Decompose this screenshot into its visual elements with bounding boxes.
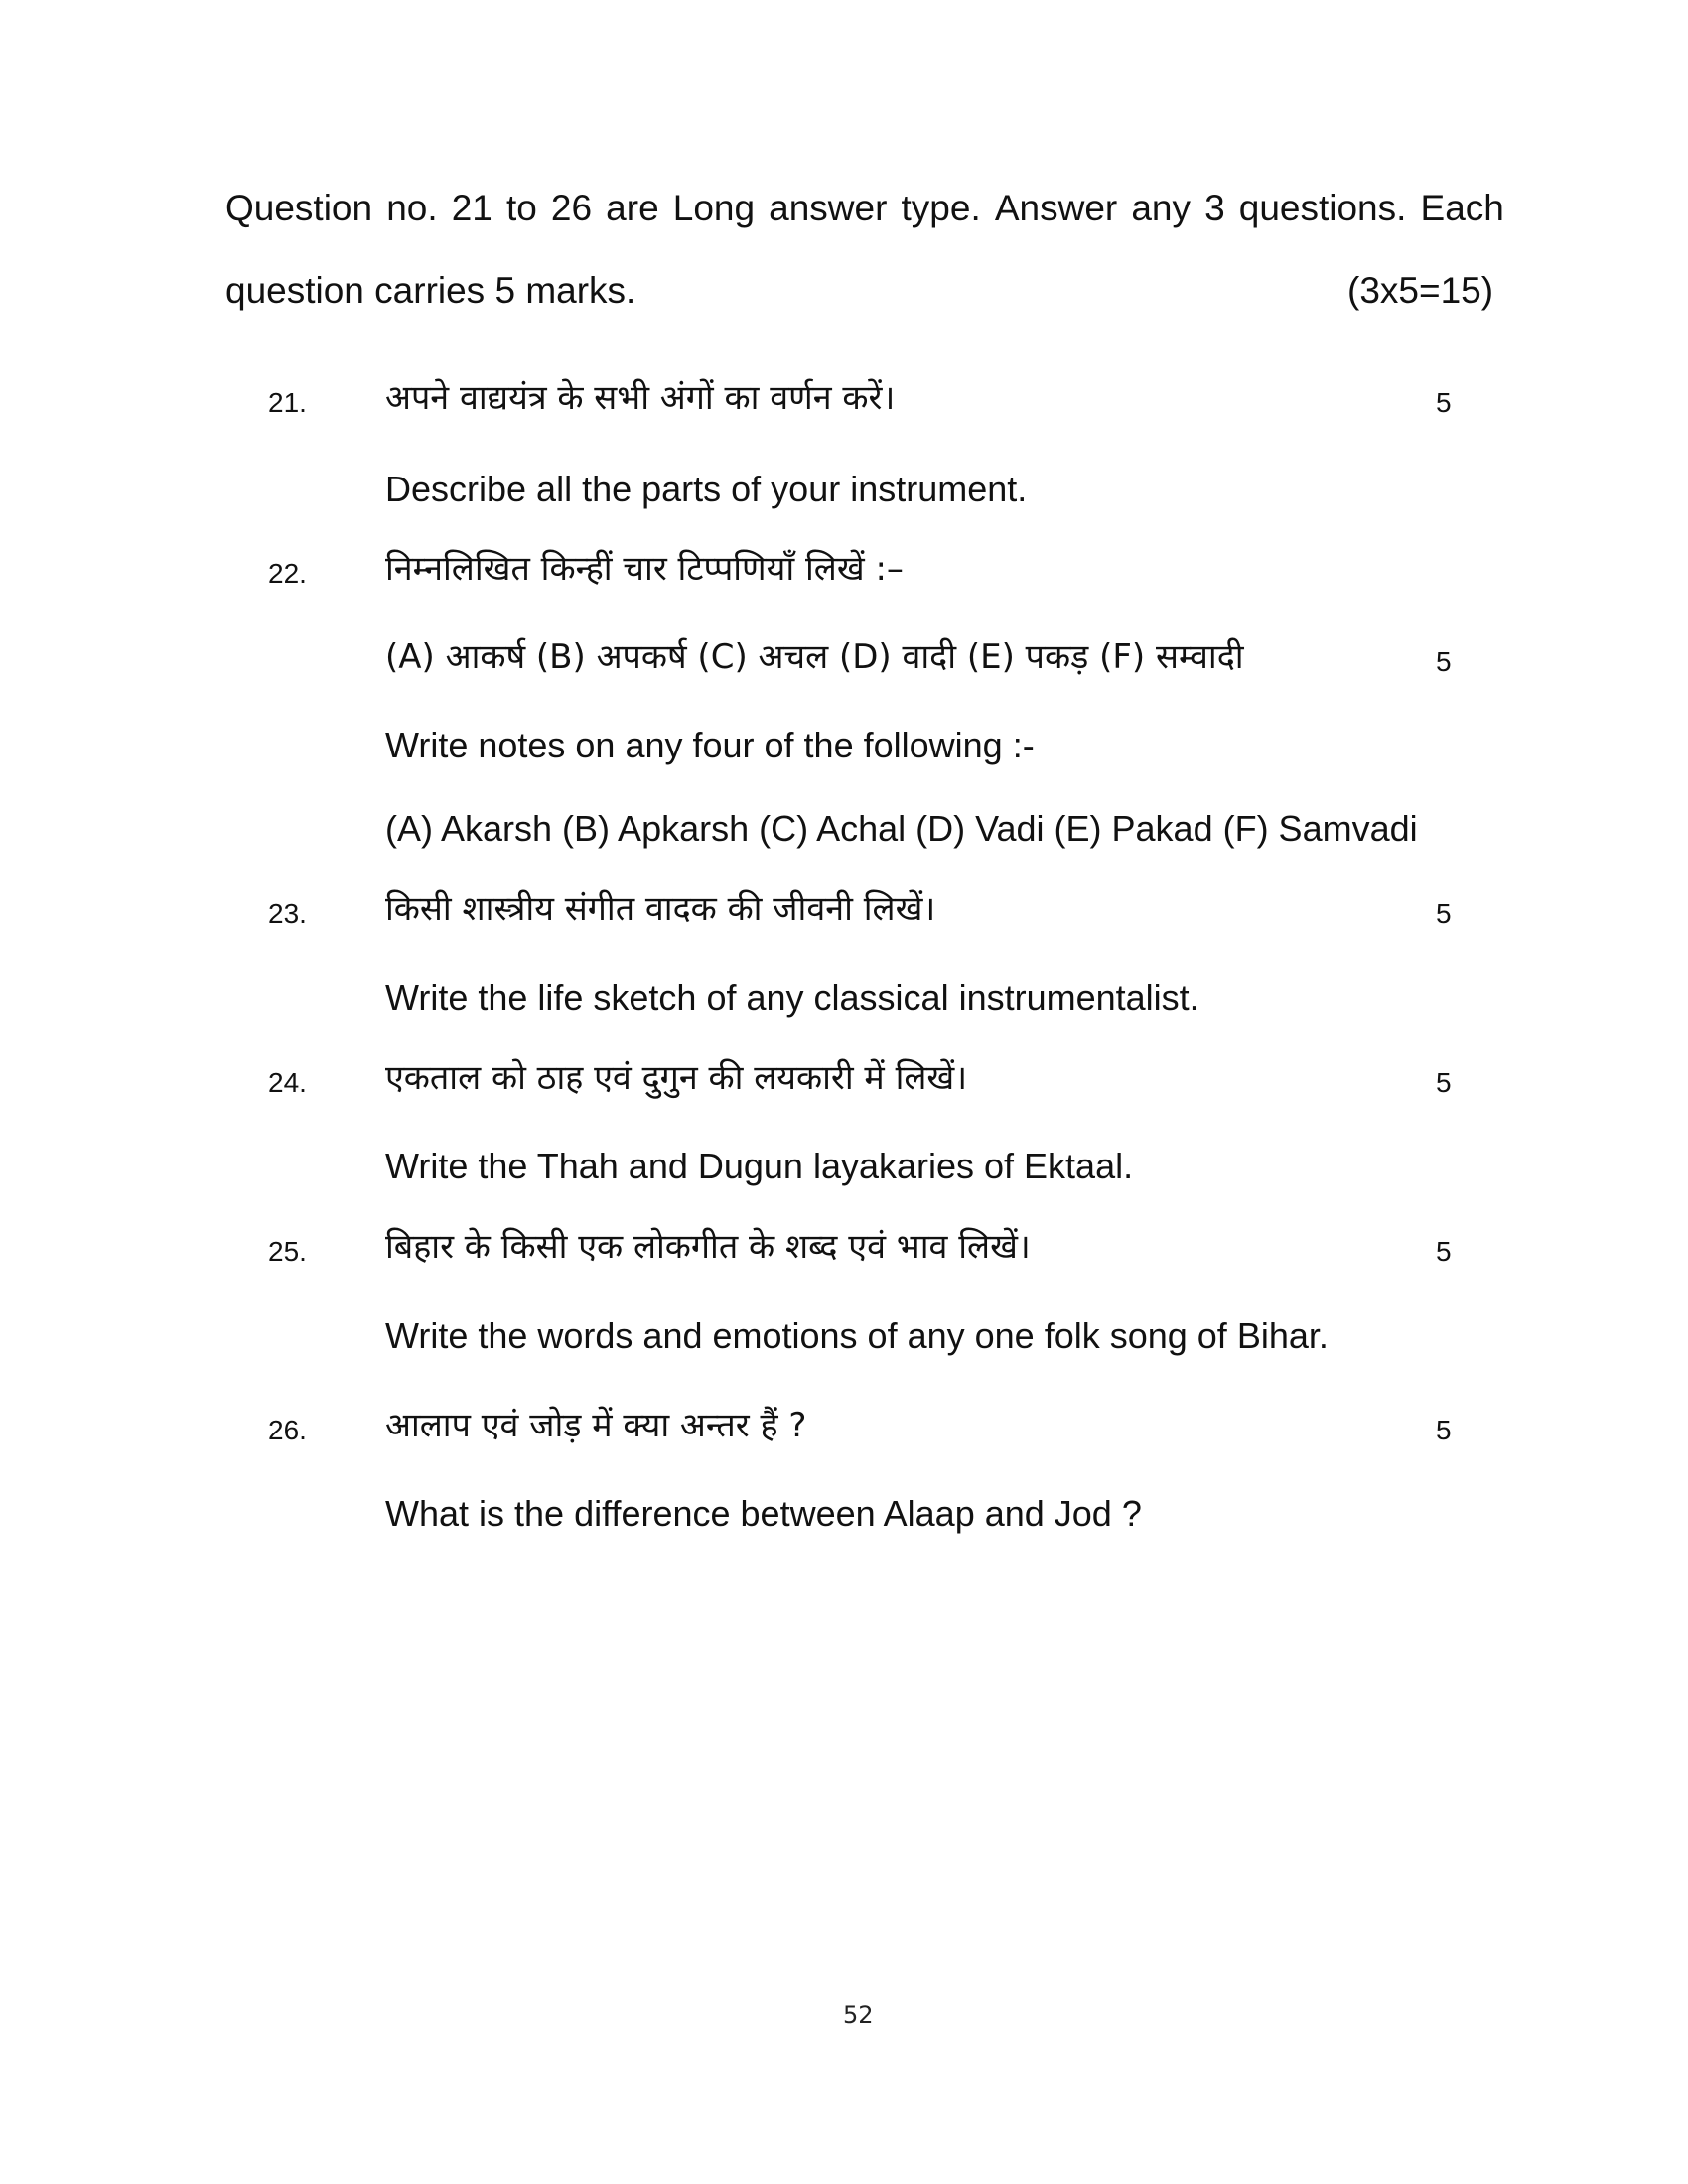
question-text-english: Write the life sketch of any classical instrumentalist.	[385, 977, 1199, 1018]
instruction-word: are	[606, 188, 659, 228]
question-number: 25.	[268, 1236, 307, 1267]
question-text-english: What is the difference between Alaap and Jod ?	[385, 1493, 1142, 1534]
question-text-hindi: निम्नलिखित किन्हीं चार टिप्पणियाँ लिखें :–	[385, 549, 904, 589]
instruction-word: 26	[550, 188, 593, 228]
instruction-word: any	[1131, 188, 1191, 228]
question-marks: 5	[1436, 1236, 1452, 1267]
question-marks: 5	[1436, 1067, 1452, 1098]
question-text-english: Write notes on any four of the following :-	[385, 725, 1035, 765]
question-number: 23.	[268, 898, 307, 929]
total-marks: (3x5=15)	[1347, 270, 1494, 311]
instruction-word: type.	[901, 188, 981, 228]
page-number: 52	[843, 2001, 874, 2029]
question-text-english: Describe all the parts of your instrument.	[385, 469, 1028, 509]
instruction-word: no.	[386, 188, 438, 228]
instruction-word: Question	[225, 188, 373, 228]
question-options-english: (A) Akarsh (B) Apkarsh (C) Achal (D) Vadi (E) Pakad (F) Samvadi	[385, 808, 1418, 849]
instructions-line-1	[225, 190, 1504, 226]
question-text-hindi: बिहार के किसी एक लोकगीत के शब्द एवं भाव लिखें।	[385, 1227, 1031, 1267]
question-text-hindi: एकताल को ठाह एवं दुगुन की लयकारी में लिखें।	[385, 1058, 968, 1098]
question-text-english: Write the Thah and Dugun layakaries of Ektaal.	[385, 1146, 1134, 1186]
instruction-word: Answer	[994, 188, 1118, 228]
question-number: 21.	[268, 387, 307, 418]
question-marks: 5	[1436, 1415, 1452, 1445]
question-text-english: Write the words and emotions of any one folk song of Bihar.	[385, 1315, 1329, 1356]
instruction-word: to	[505, 188, 537, 228]
question-number: 26.	[268, 1415, 307, 1445]
question-text-hindi: किसी शास्त्रीय संगीत वादक की जीवनी लिखें।	[385, 889, 936, 929]
question-marks: 5	[1436, 898, 1452, 929]
question-text-hindi: आलाप एवं जोड़ में क्या अन्तर हैं ?	[385, 1406, 807, 1445]
question-text-hindi: अपने वाद्ययंत्र के सभी अंगों का वर्णन करें।	[385, 378, 896, 418]
instruction-word: questions.	[1238, 188, 1407, 228]
instructions-line-2: question carries 5 marks.	[225, 270, 636, 311]
question-marks: 5	[1436, 646, 1452, 677]
instruction-word: Long	[672, 188, 756, 228]
question-number: 24.	[268, 1067, 307, 1098]
question-options-hindi: (A) आकर्ष (B) अपकर्ष (C) अचल (D) वादी (E) पकड़ (F) सम्वादी	[385, 637, 1244, 677]
instruction-word: answer	[769, 188, 888, 228]
instruction-word: Each	[1420, 188, 1504, 228]
instruction-word: 3	[1204, 188, 1225, 228]
question-marks: 5	[1436, 387, 1452, 418]
instruction-word: 21	[451, 188, 492, 228]
question-number: 22.	[268, 558, 307, 589]
